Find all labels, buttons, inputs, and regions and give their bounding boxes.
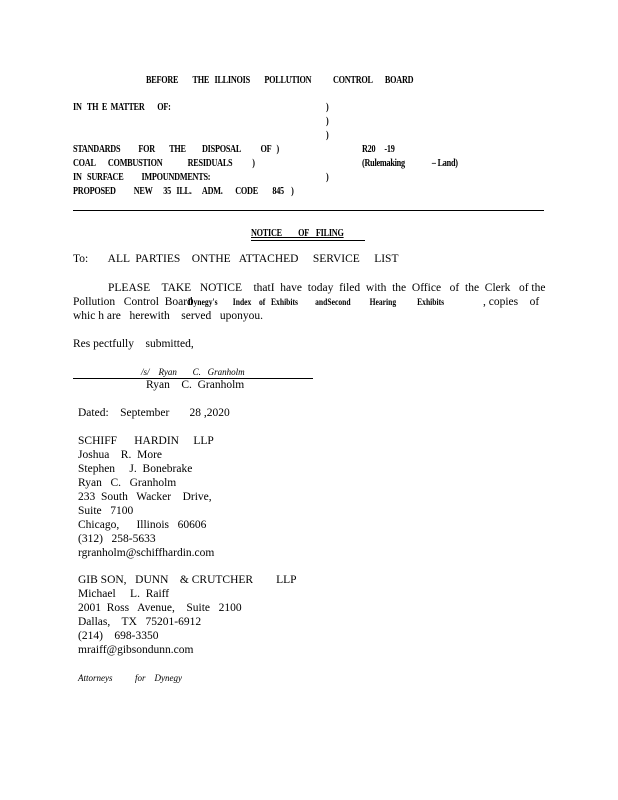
firm-line: 2001 Ross Avenue, Suite 2100 xyxy=(78,602,242,614)
notice-title-underline xyxy=(251,240,365,241)
caption-paren: ) xyxy=(326,116,329,127)
document-title: Dynegy's Index of Exhibits andSecond Hearing Exhibits xyxy=(188,298,445,308)
notice-paragraph-line: whic h are herewith served uponyou. xyxy=(73,310,264,322)
firm-line: Stephen J. Bonebrake xyxy=(78,463,193,475)
caption-paren: ) xyxy=(326,130,329,141)
firm-line: (312) 258-5633 xyxy=(78,533,156,545)
caption-line: COAL COMBUSTION RESIDUALS ) xyxy=(73,158,255,169)
firm-line: (214) 698-3350 xyxy=(78,630,159,642)
docket-type: (Rulemaking – Land) xyxy=(362,158,458,169)
signer-name: Ryan C. Granholm xyxy=(146,379,245,391)
caption-line: PROPOSED NEW 35 ILL. ADM. CODE 845 ) xyxy=(73,186,294,197)
firm-name: SCHIFF HARDIN LLP xyxy=(78,435,214,447)
firm-email: mraiff@gibsondunn.com xyxy=(78,644,194,656)
firm-line: Chicago, Illinois 60606 xyxy=(78,519,207,531)
notice-paragraph-line: , copies of xyxy=(483,296,540,308)
notice-paragraph-line: PLEASE TAKE NOTICE thatI have today filed with the Office of the Clerk of the xyxy=(108,282,546,294)
caption-paren: ) xyxy=(326,172,329,183)
firm-line: Ryan C. Granholm xyxy=(78,477,177,489)
notice-paragraph-line: Pollution Control Board xyxy=(73,296,193,308)
caption-heading: BEFORE THE ILLINOIS POLLUTION CONTROL BOARD xyxy=(146,75,414,86)
dated: Dated: September 28 ,2020 xyxy=(78,407,230,419)
caption-rule xyxy=(73,210,544,211)
caption-line: STANDARDS FOR THE DISPOSAL OF ) xyxy=(73,144,279,155)
caption-line: IN SURFACE IMPOUNDMENTS: xyxy=(73,172,211,183)
docket-number: R20 -19 xyxy=(362,144,395,155)
firm-name: GIB SON, DUNN & CRUTCHER LLP xyxy=(78,574,297,586)
attorneys-for: Attorneys for Dynegy xyxy=(78,673,182,683)
closing: Res pectfully submitted, xyxy=(73,338,194,350)
firm-line: Dallas, TX 75201-6912 xyxy=(78,616,202,628)
firm-line: Suite 7100 xyxy=(78,505,134,517)
firm-email: rgranholm@schiffhardin.com xyxy=(78,547,215,559)
to-line: To: ALL PARTIES ONTHE ATTACHED SERVICE LIST xyxy=(73,253,399,265)
firm-line: 233 South Wacker Drive, xyxy=(78,491,212,503)
caption-matter: IN TH E MATTER OF: xyxy=(73,102,171,113)
firm-line: Joshua R. More xyxy=(78,449,163,461)
notice-title: NOTICE OF FILING xyxy=(251,228,344,239)
electronic-signature: /s/ Ryan C. Granholm xyxy=(141,367,245,377)
caption-paren: ) xyxy=(326,102,329,113)
firm-line: Michael L. Raiff xyxy=(78,588,170,600)
